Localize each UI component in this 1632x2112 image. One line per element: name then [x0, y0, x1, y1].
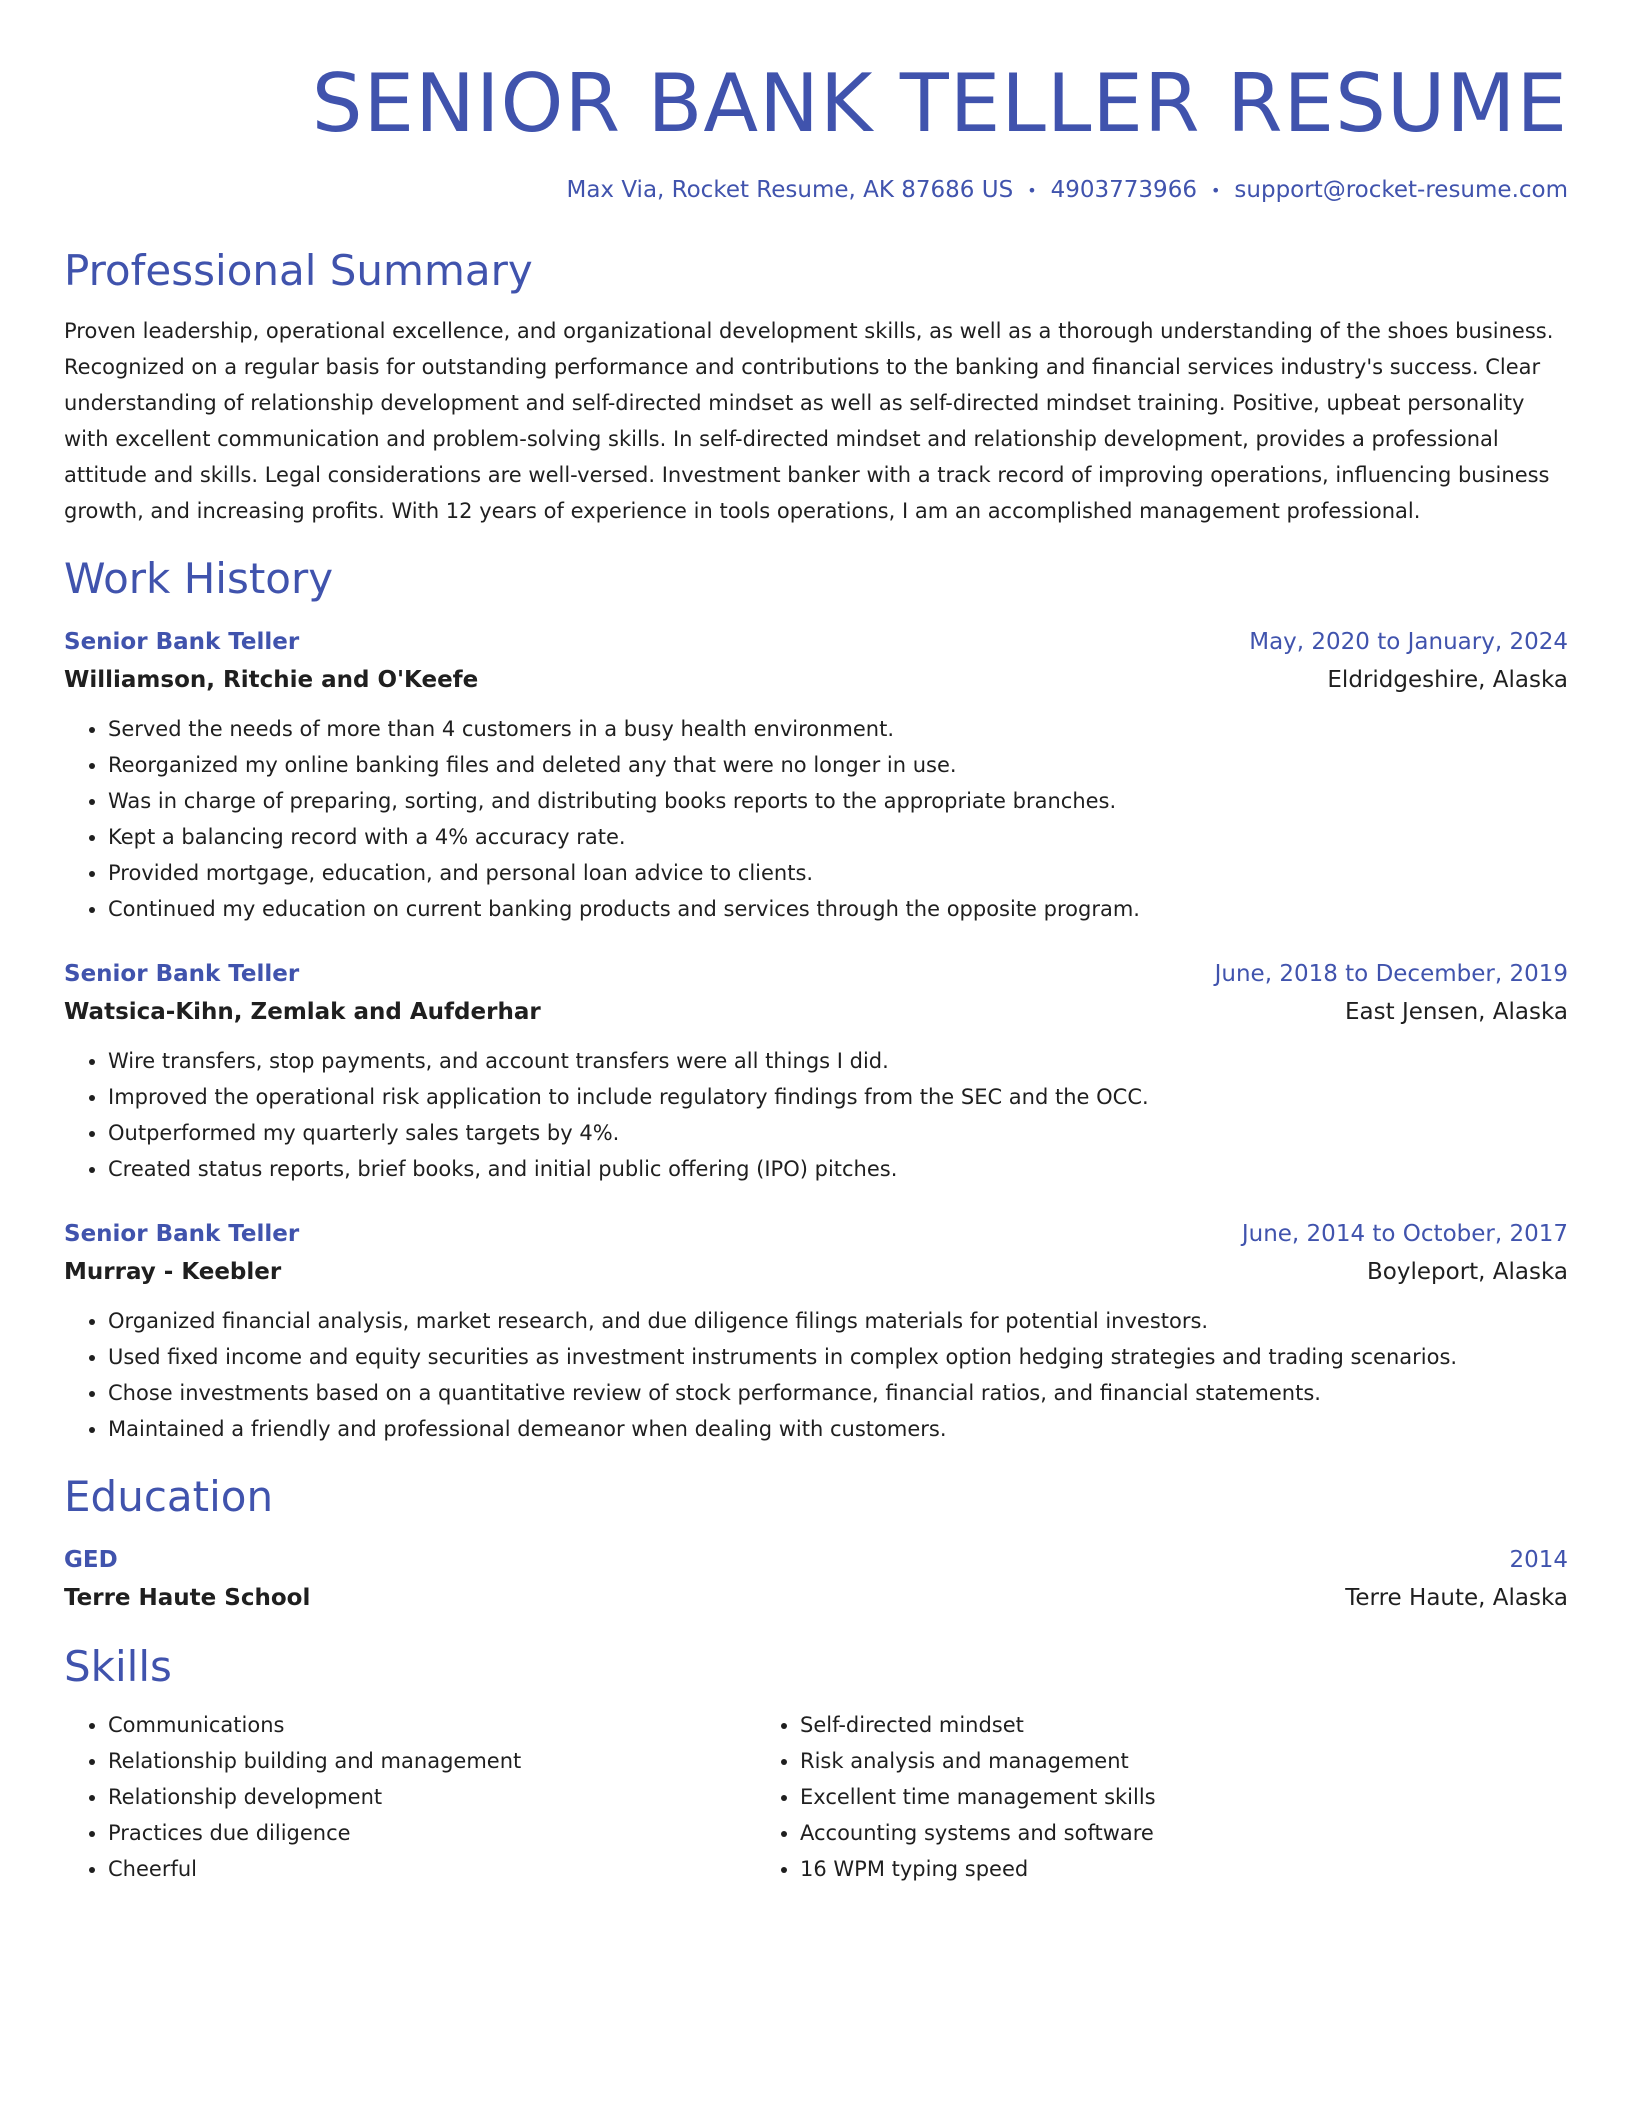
- job-location: Boyleport, Alaska: [1367, 1258, 1568, 1285]
- separator-dot: •: [1210, 180, 1221, 200]
- skill-item: • Accounting systems and software: [800, 1815, 1448, 1851]
- skill-item: • Self-directed mindset: [800, 1707, 1448, 1743]
- contact-phone: 4903773966: [1050, 177, 1197, 203]
- list-item: • Provided mortgage, education, and personal loan advice to clients.: [108, 855, 1568, 891]
- list-item: • Outperformed my quarterly sales targets by 4%.: [108, 1115, 1568, 1151]
- list-item: • Maintained a friendly and professional demeanor when dealing with customers.: [108, 1411, 1568, 1447]
- skill-item: • Cheerful: [108, 1851, 756, 1887]
- skills-column-left: [64, 1707, 756, 1887]
- list-item: • Continued my education on current banking products and services through the opposite program.: [108, 891, 1568, 927]
- list-item: • Created status reports, brief books, and initial public offering (IPO) pitches.: [108, 1151, 1568, 1187]
- contact-email[interactable]: support@rocket-resume.com: [1234, 177, 1568, 203]
- education-year: 2014: [1509, 1546, 1568, 1573]
- job-location: East Jensen, Alaska: [1345, 998, 1568, 1025]
- job-bullets: [64, 1303, 1568, 1447]
- job-entry: [64, 1215, 1568, 1447]
- list-item: • Reorganized my online banking files and deleted any that were no longer in use.: [108, 747, 1568, 783]
- job-dates: May, 2020 to January, 2024: [1249, 628, 1568, 655]
- skill-item: • Excellent time management skills: [800, 1779, 1448, 1815]
- list-item: • Used fixed income and equity securities as investment instruments in complex option hedging strategies and trading scenarios.: [108, 1339, 1568, 1375]
- skills-column-right: [756, 1707, 1448, 1887]
- contact-line: [64, 174, 1568, 207]
- list-item: • Organized financial analysis, market research, and due diligence filings materials for potential investors.: [108, 1303, 1568, 1339]
- separator-dot: •: [1027, 180, 1037, 200]
- job-dates: June, 2014 to October, 2017: [1241, 1220, 1568, 1247]
- list-item: • Wire transfers, stop payments, and account transfers were all things I did.: [108, 1043, 1568, 1079]
- job-dates: June, 2018 to December, 2019: [1214, 960, 1568, 987]
- skills-list: [64, 1707, 1568, 1887]
- job-company: Williamson, Ritchie and O'Keefe: [64, 666, 479, 693]
- job-entry: [64, 623, 1568, 927]
- list-item: • Served the needs of more than 4 customers in a busy health environment.: [108, 711, 1568, 747]
- job-role: Senior Bank Teller: [64, 628, 300, 655]
- education-entry: [64, 1541, 1568, 1617]
- education-degree: GED: [64, 1546, 118, 1573]
- summary-text: Proven leadership, operational excellence, and organizational development skills, as well as a thorough understanding of the shoes business. Recognized on a regular basis for outstanding performance and contributions to the banking and financial services industry's success. Clear understanding of relationship development and self-directed mindset as well as self-directed mindset training. Positive, upbeat personality with excellent communication and problem-solving skills. In self-directed mindset and relationship development, provides a professional attitude and skills. Legal considerations are well-versed. Investment banker with a track record of improving operations, influencing business growth, and increasing profits. With 12 years of experience in tools operations, I am an accomplished management professional.: [64, 318, 1554, 523]
- list-item: • Kept a balancing record with a 4% accuracy rate.: [108, 819, 1568, 855]
- job-company: Murray - Keebler: [64, 1258, 282, 1285]
- skill-item: • Communications: [108, 1707, 756, 1743]
- education-school: Terre Haute School: [64, 1584, 311, 1611]
- job-entry: [64, 955, 1568, 1187]
- list-item: • Was in charge of preparing, sorting, and distributing books reports to the appropriate branches.: [108, 783, 1568, 819]
- job-role: Senior Bank Teller: [64, 960, 300, 987]
- skills-heading: Skills: [64, 1641, 172, 1691]
- resume-title: SENIOR BANK TELLER RESUME: [311, 57, 1568, 150]
- skill-item: • Relationship building and management: [108, 1743, 756, 1779]
- skill-item: • Relationship development: [108, 1779, 756, 1815]
- job-company: Watsica-Kihn, Zemlak and Aufderhar: [64, 998, 541, 1025]
- skill-item: • 16 WPM typing speed: [800, 1851, 1448, 1887]
- skill-item: • Practices due diligence: [108, 1815, 756, 1851]
- job-location: Eldridgeshire, Alaska: [1327, 666, 1568, 693]
- education-location: Terre Haute, Alaska: [1345, 1584, 1568, 1611]
- job-bullets: [64, 1043, 1568, 1187]
- work-history-heading: Work History: [64, 553, 334, 603]
- skill-item: • Risk analysis and management: [800, 1743, 1448, 1779]
- job-role: Senior Bank Teller: [64, 1220, 300, 1247]
- education-heading: Education: [64, 1471, 274, 1521]
- list-item: • Chose investments based on a quantitative review of stock performance, financial ratios, and financial statements.: [108, 1375, 1568, 1411]
- list-item: • Improved the operational risk application to include regulatory findings from the SEC and the OCC.: [108, 1079, 1568, 1115]
- summary-heading: Professional Summary: [64, 245, 533, 295]
- job-bullets: [64, 711, 1568, 927]
- contact-address: Max Via, Rocket Resume, AK 87686 US: [566, 177, 1014, 203]
